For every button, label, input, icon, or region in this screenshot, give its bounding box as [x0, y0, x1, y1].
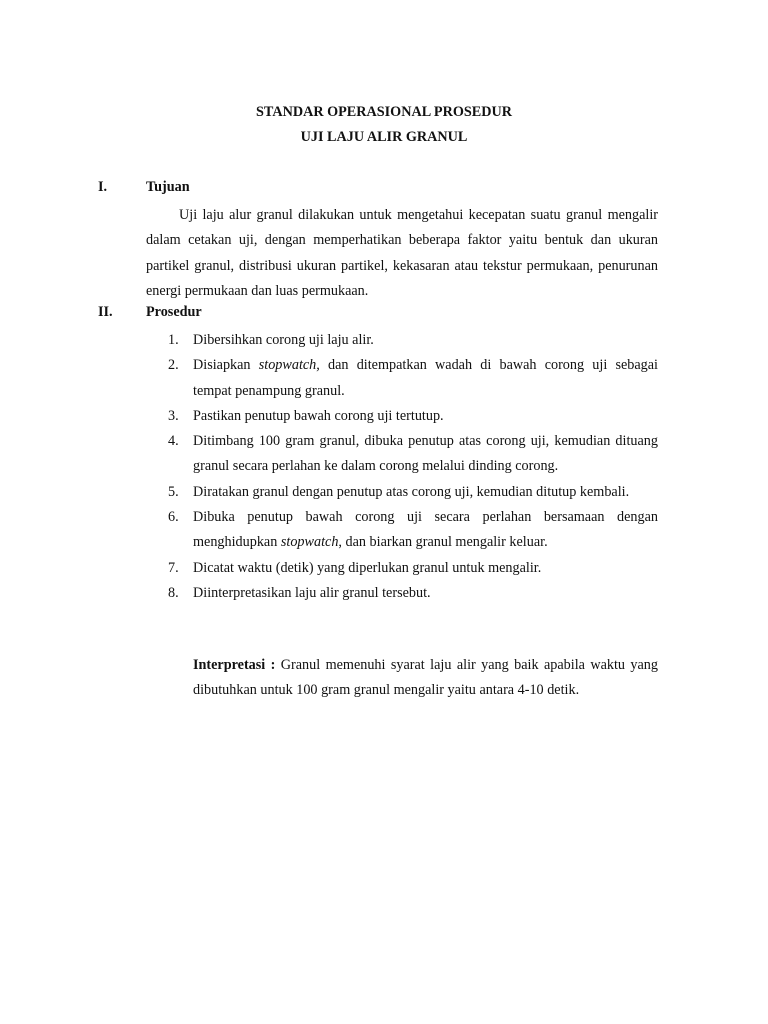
step-text: Dibersihkan corong uji laju alir.	[193, 332, 374, 348]
procedure-step	[168, 353, 658, 404]
step-text: Dicatat waktu (detik) yang diperlukan granul untuk mengalir.	[193, 559, 542, 576]
step-number: 1.	[168, 332, 179, 348]
step-text: Dibuka penutup bawah corong uji secara perlahan bersamaan dengan menghidupkan	[193, 509, 658, 551]
procedure-step	[168, 404, 658, 429]
procedure-step	[168, 556, 658, 581]
step-number: 5.	[168, 483, 179, 500]
step-number: 3.	[168, 407, 179, 424]
step-text: Diinterpretasikan laju alir granul tersebut.	[193, 584, 431, 601]
step-text: Disiapkan	[193, 357, 259, 374]
procedure-step	[168, 505, 658, 556]
tujuan-paragraph: Uji laju alur granul dilakukan untuk mengetahui kecepatan suatu granul mengalir dalam cetakan uji, dengan memperhatikan beberapa faktor yaitu bentuk dan ukuran partikel granul, distribusi ukuran partikel, kekasaran atau tekstur permukaan, penurunan energi permukaan dan luas permukaan.	[146, 207, 658, 299]
step-emphasis: stopwatch,	[258, 357, 320, 374]
step-number: 8.	[168, 584, 179, 601]
section-number-2: II.	[98, 304, 113, 320]
section-heading-prosedur: Prosedur	[146, 304, 202, 320]
step-text: Ditimbang 100 gram granul, dibuka penutup atas corong uji, kemudian dituang granul secara perlahan ke dalam corong melalui dinding corong.	[193, 433, 658, 475]
procedure-step	[168, 429, 658, 480]
step-text: Pastikan penutup bawah corong uji tertutup.	[193, 407, 444, 424]
step-emphasis: stopwatch	[280, 534, 339, 551]
step-text: , dan biarkan granul mengalir keluar.	[338, 534, 548, 551]
procedure-list	[168, 328, 658, 606]
step-number: 6.	[168, 509, 179, 526]
interpretation-label: Interpretasi :	[193, 657, 276, 673]
step-number: 4.	[168, 433, 179, 450]
document-title: STANDAR OPERASIONAL PROSEDUR	[256, 104, 512, 120]
section-heading-tujuan: Tujuan	[146, 179, 190, 195]
procedure-step	[168, 480, 658, 505]
section-number-1: I.	[98, 179, 108, 195]
step-text: Diratakan granul dengan penutup atas corong uji, kemudian ditutup kembali.	[193, 483, 630, 500]
interpretation-paragraph	[193, 653, 658, 704]
step-number: 2.	[168, 357, 179, 374]
document-subtitle: UJI LAJU ALIR GRANUL	[300, 129, 468, 145]
step-text: dan ditempatkan wadah di bawah corong uji sebagai tempat penampung granul.	[193, 357, 659, 399]
step-number: 7.	[168, 559, 179, 576]
procedure-step	[168, 328, 658, 353]
procedure-step	[168, 581, 658, 606]
interpretation-text: Granul memenuhi syarat laju alir yang baik apabila waktu yang dibutuhkan untuk 100 gram granul mengalir yaitu antara 4-10 detik.	[193, 657, 658, 699]
